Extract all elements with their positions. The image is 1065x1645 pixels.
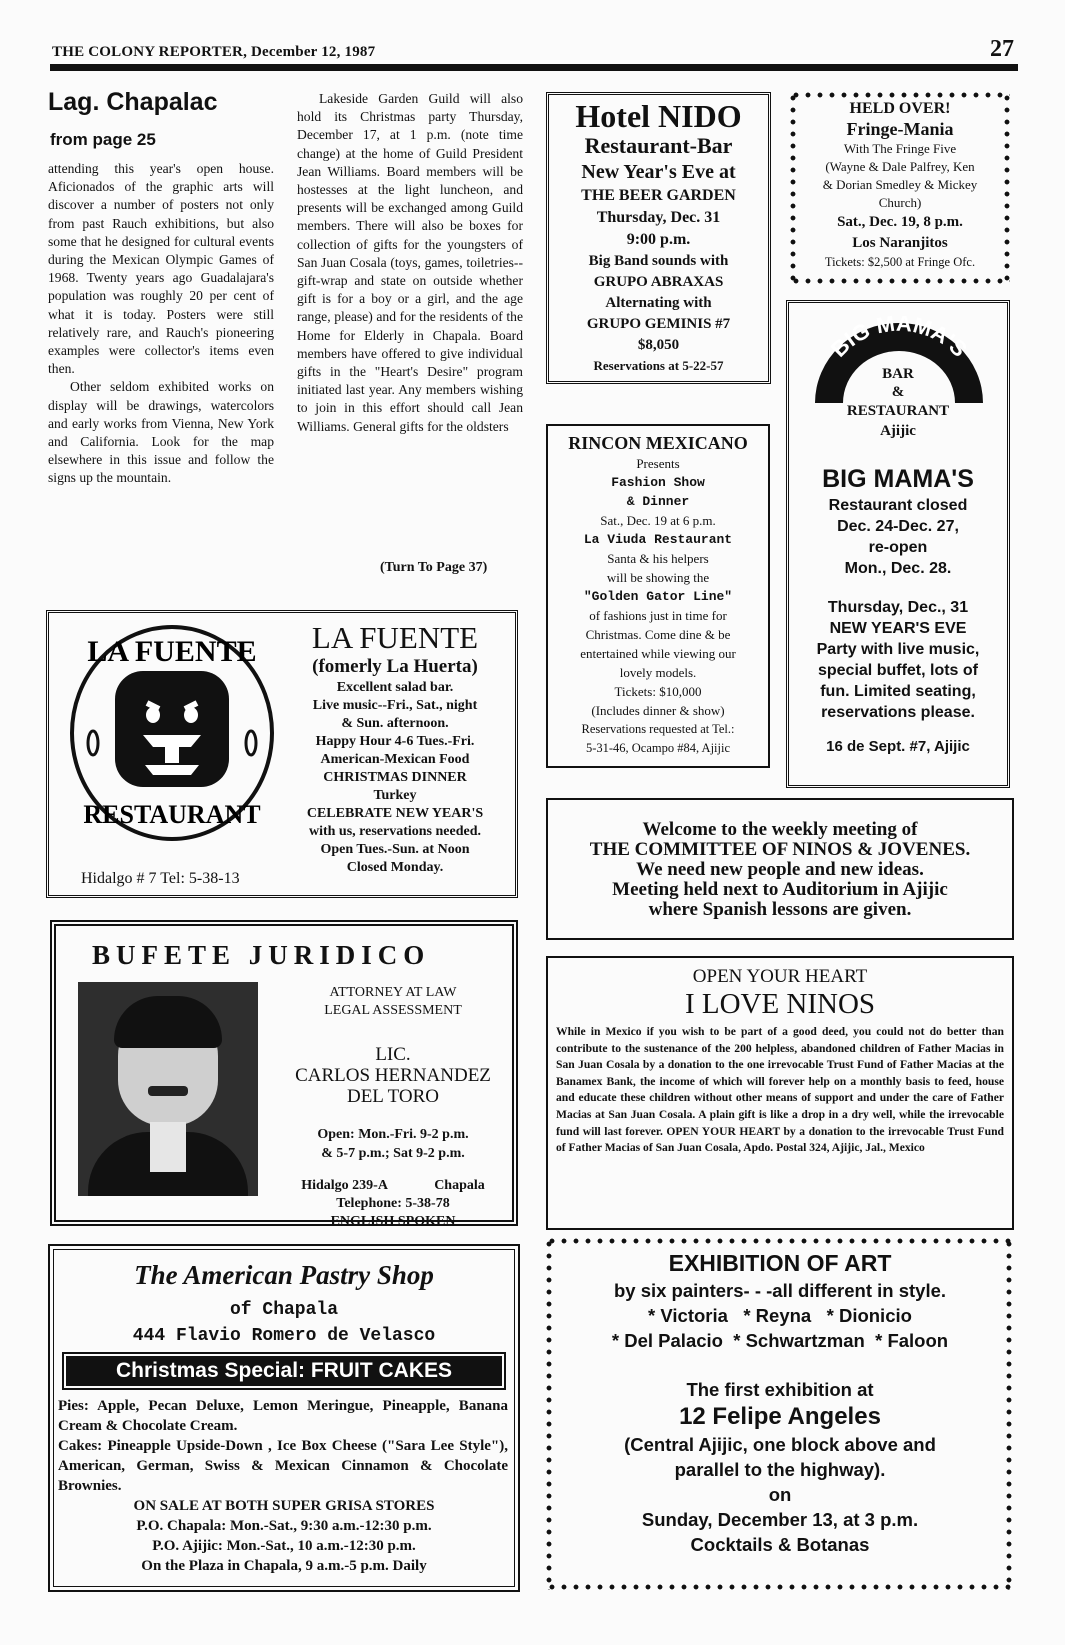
christmas-special-banner: Christmas Special: FRUIT CAKES — [66, 1356, 502, 1386]
ad-line: (Wayne & Dale Palfrey, Ken — [825, 159, 975, 174]
ad-line: American-Mexican Food — [320, 752, 470, 767]
ad-line: GRUPO GEMINIS #7 — [586, 316, 731, 332]
dotted-border — [790, 92, 796, 284]
rincon-mexicano-ad — [546, 424, 770, 768]
logo-bottom-text: RESTAURANT — [83, 800, 261, 829]
ad-line: Fashion Show — [611, 475, 705, 490]
ad-line: Reservations at 5-22-57 — [593, 358, 724, 373]
ad-phone: Telephone: 5-38-78 — [336, 1196, 450, 1211]
logo-bar: BAR — [882, 366, 914, 382]
ad-line: Welcome to the weekly meeting of — [642, 819, 918, 840]
ad-line: Los Naranjitos — [852, 235, 948, 251]
i-love-ninos-ad — [546, 956, 1014, 1230]
ad-line: Thursday, Dec. 31 — [596, 209, 721, 226]
header-rule — [50, 64, 1018, 71]
ad-title: BUFETE JURIDICO — [92, 940, 431, 970]
dotted-border — [546, 1584, 1014, 1590]
hotel-nido-ad — [546, 92, 771, 384]
ad-line: will be showing the — [606, 570, 710, 585]
dotted-border — [1006, 1238, 1012, 1590]
ad-line: Christmas. Come dine & be — [585, 627, 731, 642]
ad-venue: 12 Felipe Angeles — [679, 1403, 881, 1430]
ad-title: RINCON MEXICANO — [568, 433, 748, 453]
la-fuente-ad — [46, 610, 518, 898]
ad-line: Sat., Dec. 19, 8 p.m. — [837, 214, 963, 230]
ad-line: Happy Hour 4-6 Tues.-Fri. — [315, 734, 475, 749]
big-mamas-ad — [786, 300, 1010, 788]
article-paragraph: Lakeside Garden Guild will also hold its Christmas party Thursday, December 17, at 1 p.m. (note time change) at the home of Guild President Jean Williams. Board members will be hostesses at the light luncheon, and presents will be exchanged among Guild members. There will also be boxes for collection of gifts for the youngsters of San Juan Cosala (toys, games, toiletries--gift-wrap and state on outside whether gift is for a boy or a girl, and the age range, please) and for the residents of the Home for Elderly in Chapala. Board members have offered to give individual gifts in the "Heart's Desire" program initiated last year. Any members wishing to join in this effort should call Jean Williams. General gifts for the oldsters — [297, 91, 523, 434]
ad-line: Turkey — [373, 788, 417, 803]
ad-line: Tickets: $10,000 — [614, 684, 702, 699]
article-paragraph: attending this year's open house. Aficionados of the graphic arts will discover a number of posters not only from past Rauch exhibitions, but also some that he designed for cultural events during the Mexican Olympic Games of 1968. Twenty years ago Guadalajara's population was roughly 20 per cent of what it is today. Posters were still relatively rare, and Rauch's pioneering examples were collector's items even then. — [48, 161, 274, 377]
ad-line: Tickets: $2,500 at Fringe Ofc. — [824, 255, 976, 269]
ad-city: Chapala — [434, 1178, 485, 1193]
ad-line: THE BEER GARDEN — [581, 187, 736, 204]
dotted-border — [790, 92, 1010, 98]
pastry-shop-ad — [48, 1244, 520, 1592]
ad-line: Open: Mon.-Fri. 9-2 p.m. — [317, 1127, 469, 1142]
article-title: Lag. Chapalac — [48, 88, 218, 116]
ad-line: CARLOS HERNANDEZ — [295, 1065, 491, 1086]
ad-line: Mon., Dec. 28. — [844, 560, 952, 577]
ad-line: LIC. — [375, 1044, 411, 1065]
ad-line: ON SALE AT BOTH SUPER GRISA STORES — [133, 1498, 435, 1514]
ad-line: * Del Palacio * Schwartzman * Faloon — [611, 1330, 949, 1351]
ad-line: Santa & his helpers — [607, 551, 709, 566]
article-column-2 — [297, 90, 523, 436]
ad-line: New Year's Eve at — [581, 161, 736, 183]
ad-line: LEGAL ASSESSMENT — [324, 1003, 462, 1018]
ad-line: with us, reservations needed. — [308, 824, 482, 839]
ad-line: We need new people and new ideas. — [636, 859, 924, 880]
ad-line: "Golden Gator Line" — [583, 589, 733, 604]
ad-line: Restaurant-Bar — [584, 133, 733, 158]
logo-restaurant: RESTAURANT — [846, 403, 950, 419]
ad-body: While in Mexico if you wish to be part of a good deed, you could not do better than contribute to the sustenance of the 200 helpless, abandoned children of Father Macias in San Juan Cosala by a donation to the one irrevocable Trust Fund of Father Macias at the Banamex Bank, the income of which will forever help on a monthly basis to feed, house and educate these children without other means of support and under the care of Father Macias at San Juan Cosala. A plain gift is like a drop in a dry well, while the irrevocable fund will last forever. OPEN YOUR HEART by a donation to the irrevocable Trust Fund of Father Macias of San Juan Cosala, Apdo. Postal 324, Ajijic, Jal., Mexico — [556, 1025, 1004, 1155]
ad-line: 9:00 p.m. — [626, 231, 691, 248]
ad-line: on — [768, 1484, 792, 1505]
la-fuente-logo — [67, 623, 277, 843]
ad-line: Sat., Dec. 19 at 6 p.m. — [600, 513, 716, 528]
ad-line: P.O. Ajijic: Mon.-Sat., 10 a.m.-12:30 p.m. — [152, 1538, 416, 1554]
ad-title: LA FUENTE — [311, 620, 479, 655]
logo-arc-text: BIG MAMA'S — [825, 311, 973, 362]
ad-line: $8,050 — [637, 337, 680, 353]
ad-line: GRUPO ABRAXAS — [593, 274, 724, 290]
ad-line: of Chapala — [229, 1300, 339, 1320]
ad-line: Sunday, December 13, at 3 p.m. — [641, 1509, 919, 1530]
ad-line: With The Fringe Five — [843, 141, 957, 156]
dotted-border — [790, 278, 1010, 284]
exhibition-of-art-ad — [546, 1238, 1014, 1592]
ad-line: & Sun. afternoon. — [341, 716, 449, 731]
ad-line: & Dinner — [626, 494, 690, 509]
ad-line: Thursday, Dec., 31 — [827, 599, 969, 616]
ad-title: I LOVE NINOS — [684, 988, 876, 1020]
ad-line: Church) — [878, 195, 922, 210]
ad-line: CHRISTMAS DINNER — [323, 770, 467, 785]
ad-line: The first exhibition at — [686, 1379, 874, 1400]
committee-ad — [546, 798, 1014, 940]
ad-line: of fashions just in time for — [589, 608, 727, 623]
article-paragraph: Other seldom exhibited works on display will be drawings, watercolors and early works from Vienna, New York and California. Look for the map elsewhere in this issue and follow the signs up the mountain. — [48, 379, 274, 486]
page-number: 27 — [990, 36, 1014, 62]
ad-line: ENGLISH SPOKEN — [330, 1214, 456, 1229]
ad-line: Big Band sounds with — [588, 253, 729, 269]
ad-line: On the Plaza in Chapala, 9 a.m.-5 p.m. Daily — [141, 1558, 427, 1574]
ad-line: Live music--Fri., Sat., night — [312, 698, 478, 713]
dotted-border — [546, 1238, 1014, 1244]
logo-town: Ajijic — [880, 423, 916, 439]
ad-line: Closed Monday. — [346, 860, 444, 875]
ad-line: reservations please. — [821, 704, 975, 721]
ad-line: (Includes dinner & show) — [591, 703, 725, 718]
logo-top-text: LA FUENTE — [87, 635, 257, 668]
ad-title: BIG MAMA'S — [822, 465, 974, 493]
article-column-1 — [48, 160, 274, 488]
turn-to-page[interactable]: (Turn To Page 37) — [380, 560, 488, 575]
ad-line: Excellent salad bar. — [336, 680, 454, 695]
ad-line: where Spanish lessons are given. — [648, 899, 912, 920]
ad-line: CELEBRATE NEW YEAR'S — [306, 806, 484, 821]
ad-address: 16 de Sept. #7, Ajijic — [826, 738, 970, 755]
ad-line: Restaurant closed — [828, 497, 968, 514]
ad-line: (fomerly La Huerta) — [312, 656, 478, 677]
ad-pies: Pies: Apple, Pecan Deluxe, Lemon Meringue, Pineapple, Banana Cream & Chocolate Cream. — [58, 1398, 508, 1434]
ad-line: parallel to the highway). — [674, 1459, 886, 1480]
ad-line: ATTORNEY AT LAW — [329, 985, 457, 1000]
newspaper-header: THE COLONY REPORTER, December 12, 1987 — [52, 44, 376, 60]
ad-line: Alternating with — [605, 295, 712, 311]
ad-line: P.O. Chapala: Mon.-Sat., 9:30 a.m.-12:30 p.m. — [136, 1518, 432, 1534]
bufete-juridico-ad — [50, 920, 518, 1229]
dotted-border — [546, 1238, 552, 1590]
ad-line: special buffet, lots of — [817, 662, 978, 679]
ad-line: Cocktails & Botanas — [690, 1534, 870, 1555]
ad-line: & 5-7 p.m.; Sat 9-2 p.m. — [321, 1146, 465, 1161]
ad-line: Fringe-Mania — [846, 119, 954, 139]
ad-line: Party with live music, — [816, 641, 980, 658]
ad-address: Hidalgo # 7 Tel: 5-38-13 — [81, 870, 240, 887]
ad-heading: OPEN YOUR HEART — [692, 966, 868, 987]
ad-title: The American Pastry Shop — [134, 1260, 434, 1290]
ad-line: re-open — [868, 539, 928, 556]
ad-title: EXHIBITION OF ART — [668, 1250, 892, 1276]
dotted-border — [1004, 92, 1010, 284]
ad-title: Hotel NIDO — [575, 98, 742, 134]
ad-line: Presents — [636, 456, 680, 471]
logo-amp: & — [891, 384, 905, 400]
ad-line: DEL TORO — [346, 1086, 439, 1107]
ad-title: HELD OVER! — [849, 100, 951, 117]
ad-line: THE COMMITTEE OF NINOS & JOVENES. — [589, 839, 971, 860]
ad-line: lovely models. — [619, 665, 697, 680]
ad-line: La Viuda Restaurant — [583, 532, 733, 547]
ad-line: Meeting held next to Auditorium in Ajijic — [612, 879, 948, 900]
ad-line: by six painters- - -all different in style. — [613, 1280, 947, 1301]
ad-address: 444 Flavio Romero de Velasco — [132, 1326, 436, 1346]
ad-line: Reservations requested at Tel.: — [581, 722, 735, 736]
ad-line: fun. Limited seating, — [820, 683, 976, 700]
ad-line: entertained while viewing our — [580, 646, 736, 661]
ad-line: 5-31-46, Ocampo #84, Ajijic — [585, 741, 731, 755]
ad-line: Dec. 24-Dec. 27, — [837, 518, 959, 535]
fringe-mania-ad — [790, 92, 1010, 284]
article-subtitle: from page 25 — [50, 130, 156, 149]
ad-line: Open Tues.-Sun. at Noon — [320, 842, 470, 857]
ad-cakes: Cakes: Pineapple Upside-Down , Ice Box Cheese ("Sara Lee Style"), American, German, Swiss & Mexican Cinnamon & Chocolate Brownies. — [58, 1438, 508, 1494]
ad-line: * Victoria * Reyna * Dionicio — [648, 1305, 912, 1326]
ad-line: & Dorian Smedley & Mickey — [822, 177, 978, 192]
ad-line: NEW YEAR'S EVE — [829, 620, 967, 637]
attorney-photo — [78, 982, 258, 1196]
ad-line: (Central Ajijic, one block above and — [624, 1434, 936, 1455]
ad-address: Hidalgo 239-A — [301, 1178, 388, 1193]
